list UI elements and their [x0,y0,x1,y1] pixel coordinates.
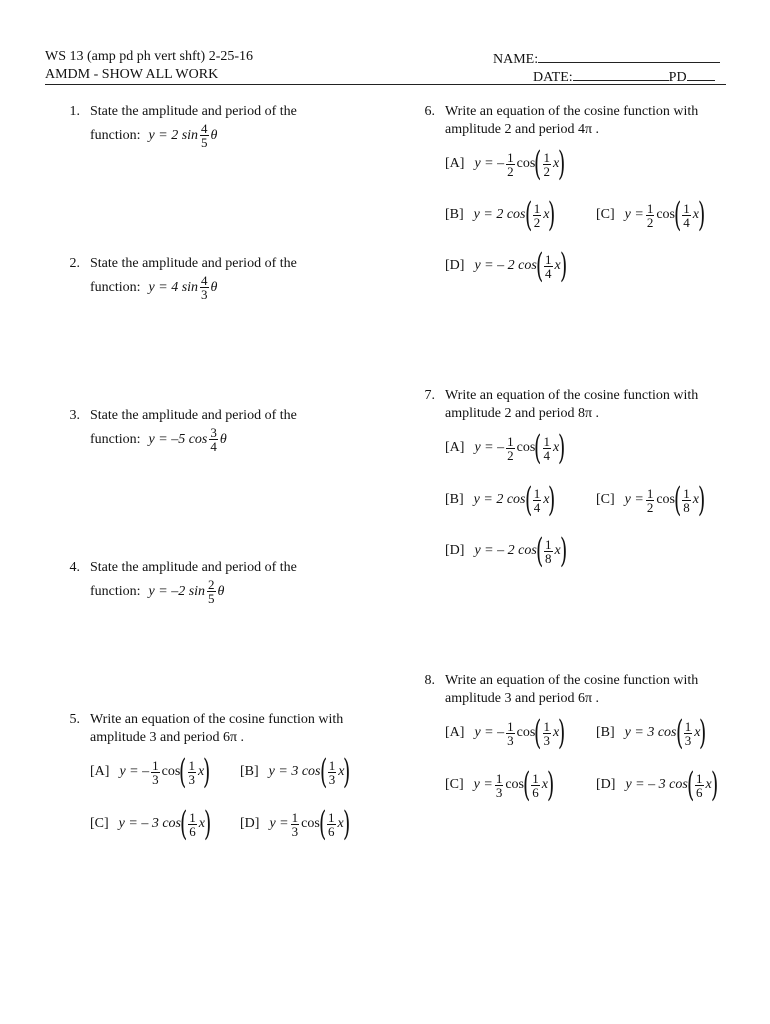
choice-label: [B] [445,492,464,507]
choice-var: x [198,816,205,831]
q1-number: 1. [69,104,80,119]
choice-prefix: y = 3 cos [268,764,321,779]
cos-fn: cos [516,440,536,455]
q6-text-line2: amplitude 2 and period 4π . [445,122,600,137]
right-paren: ) [710,765,719,805]
q6-number: 6. [424,104,435,119]
choice-prefix: y = – 3 cos [625,777,688,792]
right-paren: ) [697,480,706,520]
left-paren: ( [179,804,188,844]
q3-frac-num: 3 [210,425,217,440]
arg-fraction [543,720,552,747]
right-paren: ) [559,531,568,571]
q4-var: θ [217,583,225,599]
arg-num: 1 [683,485,690,501]
q1-var: θ [210,127,218,143]
left-paren: ( [524,480,532,520]
q1-text: State the amplitude and period of the [90,104,297,119]
q7-choice-a[interactable] [445,428,566,468]
q7-choice-b[interactable] [445,480,556,520]
right-paren: ) [342,804,351,844]
left-paren: ( [319,752,327,792]
choice-label: [B] [596,725,615,740]
cos-fn: cos [505,777,525,792]
choice-label: [B] [445,207,464,222]
coef-num: 1 [646,200,654,216]
arg-fraction [188,759,197,786]
coef-num: 1 [291,809,299,825]
q8-text-line2: amplitude 3 and period 6π . [445,691,600,706]
name-blank[interactable] [538,48,720,63]
q5-choice-a[interactable] [90,752,211,792]
q1-fraction [200,122,209,149]
q7-text-line2: amplitude 2 and period 8π . [445,406,600,421]
q4-fn-label: function: [90,583,141,599]
arg-fraction [543,151,552,178]
q8-text-line1: Write an equation of the cosine function with [445,673,699,688]
left-paren: ( [535,531,544,571]
q3-frac-den: 4 [210,439,217,454]
coef-den: 3 [507,732,514,748]
choice-var: x [543,207,550,222]
q2-var: θ [210,279,218,295]
arg-num: 1 [189,809,196,825]
right-paren: ) [546,765,555,805]
q2-coef: y = 4 sin [148,279,199,295]
choice-prefix: y = [624,207,644,222]
choice-label: [A] [445,156,465,171]
q2-fn-label: function: [90,279,141,295]
q1-fn-label: function: [90,127,141,143]
q3-number: 3. [69,408,80,423]
q4-text: State the amplitude and period of the [90,560,297,575]
coef-num: 1 [507,433,514,449]
choice-var: x [694,725,701,740]
right-paren: ) [697,195,706,235]
q2-number: 2. [69,256,80,271]
coef-fraction [506,720,515,747]
coef-fraction [506,435,515,462]
choice-var: x [553,156,560,171]
arg-fraction [695,772,704,799]
choice-label: [D] [596,777,616,792]
q7-choice-d[interactable] [445,531,568,571]
arg-num: 1 [533,200,541,216]
q5-choice-c[interactable] [90,804,212,844]
q5-text-line1: Write an equation of the cosine function with [90,712,344,727]
choice-var: x [705,777,712,792]
arg-num: 1 [532,770,539,786]
coef-fraction [495,772,504,799]
q4-fraction [207,578,216,605]
arg-den: 8 [683,499,690,515]
choice-var: x [553,440,560,455]
arg-den: 4 [533,499,541,515]
q2-frac-den: 3 [201,287,208,302]
choice-prefix: y = – 3 cos [118,816,181,831]
right-paren: ) [548,195,556,235]
right-paren: ) [558,713,566,753]
right-paren: ) [203,752,211,792]
choice-prefix: y = – [474,440,505,455]
q2-function [90,274,217,301]
arg-den: 3 [188,771,196,787]
q8-choice-a[interactable] [445,713,566,753]
q8-choice-d[interactable] [596,765,719,805]
left-paren: ( [686,765,695,805]
right-paren: ) [558,144,566,184]
arg-den: 4 [683,214,690,230]
choice-prefix: y = – 2 cos [474,543,537,558]
choice-label: [C] [445,777,464,792]
right-paren: ) [559,246,568,286]
coef-den: 3 [495,784,503,800]
choice-prefix: y = – 2 cos [474,258,537,273]
choice-var: x [541,777,548,792]
q6-choice-a[interactable] [445,144,566,184]
coef-den: 2 [507,163,514,179]
arg-fraction [188,811,197,838]
q7-number: 7. [424,388,435,403]
arg-den: 6 [189,823,196,839]
left-paren: ( [674,195,682,235]
choice-prefix: y = 2 cos [473,207,526,222]
coef-num: 1 [507,149,514,165]
right-paren: ) [699,713,707,753]
arg-fraction [682,487,691,514]
arg-num: 1 [188,757,196,773]
arg-num: 1 [543,718,551,734]
choice-label: [C] [596,492,615,507]
choice-label: [C] [596,207,615,222]
arg-den: 6 [328,823,335,839]
arg-fraction [328,759,337,786]
coef-fraction [646,487,655,514]
coef-den: 3 [152,771,159,787]
choice-prefix: y = 2 cos [473,492,526,507]
cos-fn: cos [161,764,181,779]
arg-den: 8 [545,550,552,566]
coef-den: 2 [507,447,514,463]
choice-prefix: y = – [119,764,150,779]
coef-fraction [291,811,300,838]
right-paren: ) [548,480,556,520]
cos-fn: cos [516,156,536,171]
choice-var: x [337,816,344,831]
date-label: DATE: [533,70,573,85]
coef-fraction [151,759,160,786]
choice-var: x [554,543,561,558]
choice-var: x [692,207,699,222]
left-paren: ( [524,195,532,235]
coef-num: 1 [646,485,654,501]
left-paren: ( [534,428,542,468]
coef-den: 3 [291,823,299,839]
choice-label: [B] [240,764,259,779]
arg-den: 4 [545,265,552,281]
arg-fraction [682,202,691,229]
coef-num: 1 [507,718,514,734]
q7-choice-c[interactable] [596,480,706,520]
q2-text: State the amplitude and period of the [90,256,297,271]
worksheet-subtitle: AMDM - SHOW ALL WORK [45,67,219,82]
right-paren: ) [343,752,351,792]
arg-num: 1 [545,251,552,267]
q3-text: State the amplitude and period of the [90,408,297,423]
q6-choice-b[interactable] [445,195,556,235]
q5-choice-b[interactable] [240,752,351,792]
arg-den: 4 [543,447,551,463]
choice-label: [D] [240,816,260,831]
cos-fn: cos [516,725,536,740]
q3-coef: y = –5 cos [148,431,208,447]
choice-prefix: y = [624,492,644,507]
cos-fn: cos [301,816,320,831]
header-divider [45,84,726,85]
right-paren: ) [558,428,566,468]
choice-label: [A] [90,764,110,779]
arg-num: 1 [543,149,551,165]
q4-frac-den: 5 [208,591,215,606]
q8-number: 8. [424,673,435,688]
left-paren: ( [534,713,542,753]
arg-fraction [327,811,336,838]
arg-fraction [533,202,542,229]
arg-fraction [684,720,693,747]
left-paren: ( [535,246,544,286]
arg-den: 3 [543,732,551,748]
choice-var: x [553,725,560,740]
arg-fraction [533,487,542,514]
q1-frac-den: 5 [201,135,208,150]
choice-var: x [338,764,345,779]
arg-num: 1 [545,536,552,552]
right-paren: ) [203,804,212,844]
arg-den: 6 [532,784,539,800]
coef-fraction [646,202,655,229]
q7-text-line1: Write an equation of the cosine function with [445,388,699,403]
choice-label: [A] [445,725,465,740]
arg-num: 1 [543,433,551,449]
choice-prefix: y = [473,777,493,792]
q8-choice-c[interactable] [445,765,555,805]
q5-number: 5. [69,712,80,727]
choice-prefix: y = [269,816,289,831]
coef-fraction [506,151,515,178]
q4-frac-num: 2 [208,577,215,592]
coef-den: 2 [646,214,654,230]
choice-var: x [198,764,205,779]
cos-fn: cos [656,207,676,222]
q4-function [90,578,224,605]
q4-coef: y = –2 sin [148,583,206,599]
choice-label: [D] [445,543,465,558]
arg-den: 2 [533,214,541,230]
arg-num: 1 [328,757,336,773]
arg-num: 1 [328,809,335,825]
q6-choice-c[interactable] [596,195,706,235]
choice-prefix: y = – [474,156,505,171]
q6-text-line1: Write an equation of the cosine function with [445,104,699,119]
pd-label: PD [668,70,687,85]
arg-num: 1 [533,485,541,501]
choice-var: x [543,492,550,507]
arg-fraction [544,253,553,280]
left-paren: ( [179,752,187,792]
left-paren: ( [675,713,683,753]
choice-prefix: y = – [474,725,505,740]
coef-den: 2 [646,499,654,515]
worksheet-title: WS 13 (amp pd ph vert shft) 2-25-16 [45,49,254,64]
arg-den: 6 [696,784,703,800]
q3-fraction [209,426,218,453]
choice-label: [D] [445,258,465,273]
arg-fraction [531,772,540,799]
left-paren: ( [318,804,327,844]
choice-label: [C] [90,816,109,831]
left-paren: ( [534,144,542,184]
q1-coef: y = 2 sin [148,127,199,143]
left-paren: ( [674,480,682,520]
arg-fraction [544,538,553,565]
pd-blank[interactable] [687,66,715,81]
q5-text-line2: amplitude 3 and period 6π . [90,730,245,745]
q1-frac-num: 4 [201,121,208,136]
q4-number: 4. [69,560,80,575]
date-blank[interactable] [573,66,669,81]
choice-prefix: y = 3 cos [624,725,677,740]
left-paren: ( [523,765,531,805]
choice-var: x [554,258,561,273]
q3-var: θ [219,431,227,447]
cos-fn: cos [656,492,676,507]
q6-choice-d[interactable] [445,246,568,286]
arg-den: 3 [328,771,336,787]
q5-choice-d[interactable] [240,804,351,844]
q1-function [90,122,217,149]
coef-num: 1 [495,770,503,786]
arg-den: 3 [684,732,692,748]
name-label: NAME: [493,52,539,67]
arg-den: 2 [543,163,551,179]
coef-num: 1 [152,757,159,773]
q3-function [90,426,227,453]
q8-choice-b[interactable] [596,713,707,753]
q2-frac-num: 4 [201,273,208,288]
arg-fraction [543,435,552,462]
q2-fraction [200,274,209,301]
choice-var: x [692,492,699,507]
arg-num: 1 [683,200,690,216]
arg-num: 1 [684,718,692,734]
q3-fn-label: function: [90,431,141,447]
arg-num: 1 [696,770,703,786]
choice-label: [A] [445,440,465,455]
